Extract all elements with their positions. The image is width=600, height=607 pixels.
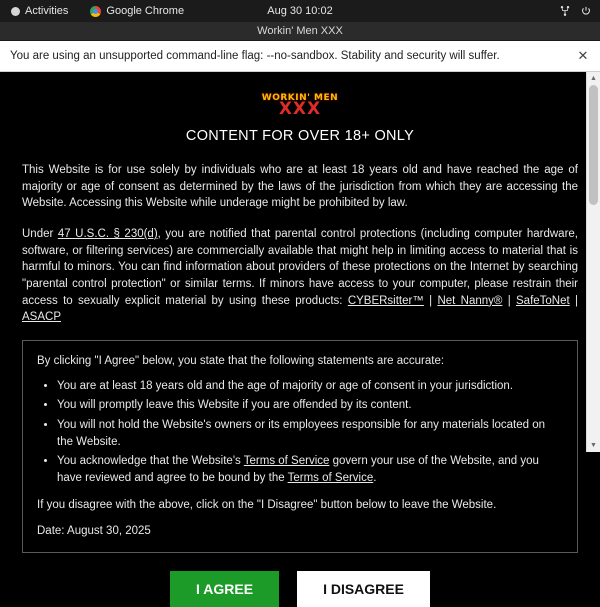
page-content [0,72,600,598]
network-icon[interactable] [559,5,571,17]
taskbar-item-google-chrome[interactable] [85,3,189,19]
safetonet-link[interactable]: SafeToNet [516,294,570,307]
age-statement-paragraph: This Website is for use solely by individuals who are at least 18 years old and have reached the age of majority or age of consent as determined by the laws of the jurisdiction from which they are accessing the Website. Accessing this Website while underage might be prohibited by law. [22,164,578,210]
close-icon[interactable]: ✕ [577,48,589,63]
list-item [57,453,563,486]
sep-1: | [423,294,438,307]
agreement-box [22,340,578,553]
top-bar-right [559,5,594,17]
page-title: CONTENT FOR OVER 18+ ONLY [185,128,415,144]
paragraph2-pre: Under [22,228,58,241]
tos-item-post: . [373,472,377,485]
parental-controls-paragraph [22,226,578,326]
infobar-unsupported-flag [0,41,600,72]
tos-item-pre: You acknowledge that the Website's [57,455,244,468]
list-item: • You are at least 18 years old and the age of majority or age of consent in your jurisdiction. [57,378,563,395]
sep-3: | [569,294,578,307]
i-disagree-button[interactable]: I DISAGREE [297,571,430,607]
activities-dot-icon [11,7,20,16]
page-scrollbar[interactable] [586,72,600,452]
site-logo [22,94,578,118]
power-icon[interactable] [580,5,592,17]
disagree-note: If you disagree with the above, click on the "I Disagree" button below to leave the Website. [37,498,497,511]
terms-of-service-link-1[interactable]: Terms of Service [243,455,330,468]
action-buttons [22,571,578,607]
netnanny-link[interactable]: Net Nanny® [437,294,503,307]
infobar-message: You are using an unsupported command-line flag: --no-sandbox. Stability and security will suffer. [10,50,500,62]
tos-item-mid: govern your use of the Website, and you have reviewed and agree to be bound by the [57,455,539,485]
clock[interactable]: Aug 30 10:02 [267,5,333,17]
activities-button[interactable] [6,3,73,19]
usc-230d-link[interactable]: 47 U.S.C. § 230(d) [57,228,158,241]
browser-window-title: Workin' Men XXX [0,22,600,41]
asacp-link[interactable]: ASACP [22,311,61,324]
activities-label: Activities [25,5,69,17]
scroll-up-icon[interactable]: ▲ [590,75,597,82]
system-top-bar [0,0,600,22]
agreement-list [37,378,563,487]
scroll-down-icon[interactable]: ▼ [590,442,597,449]
logo-top-text: WORKIN' MEN [261,93,339,103]
terms-of-service-link-2[interactable]: Terms of Service [287,472,374,485]
chrome-icon [90,6,101,17]
chrome-label: Google Chrome [106,5,185,17]
logo-bottom-text: XXX [278,99,322,119]
date-line: Date: August 30, 2025 [37,525,151,538]
sep-2: | [502,294,516,307]
paragraph2-post: , you are notified that parental control protections (including computer hardware, software, or filtering services) are commercially available that might help in limiting access to material that is harmful to minors. You can find information about providers of these protections on the Internet by searching "parental control protection" or similar terms. If minors have access to your computer, please restrain their access to sexually explicit material by using these products: [22,228,578,307]
list-item: • You will not hold the Website's owners or its employees responsible for any materials located on the Website. [57,417,563,450]
cybersitter-link[interactable]: CYBERsitter™ [347,294,424,307]
agreement-lead: By clicking "I Agree" below, you state that the following statements are accurate: [37,355,445,368]
list-item: • You will promptly leave this Website if you are offended by its content. [57,397,563,414]
i-agree-button[interactable]: I AGREE [170,571,279,607]
scrollbar-thumb[interactable] [589,85,598,205]
top-bar-left [6,3,189,19]
